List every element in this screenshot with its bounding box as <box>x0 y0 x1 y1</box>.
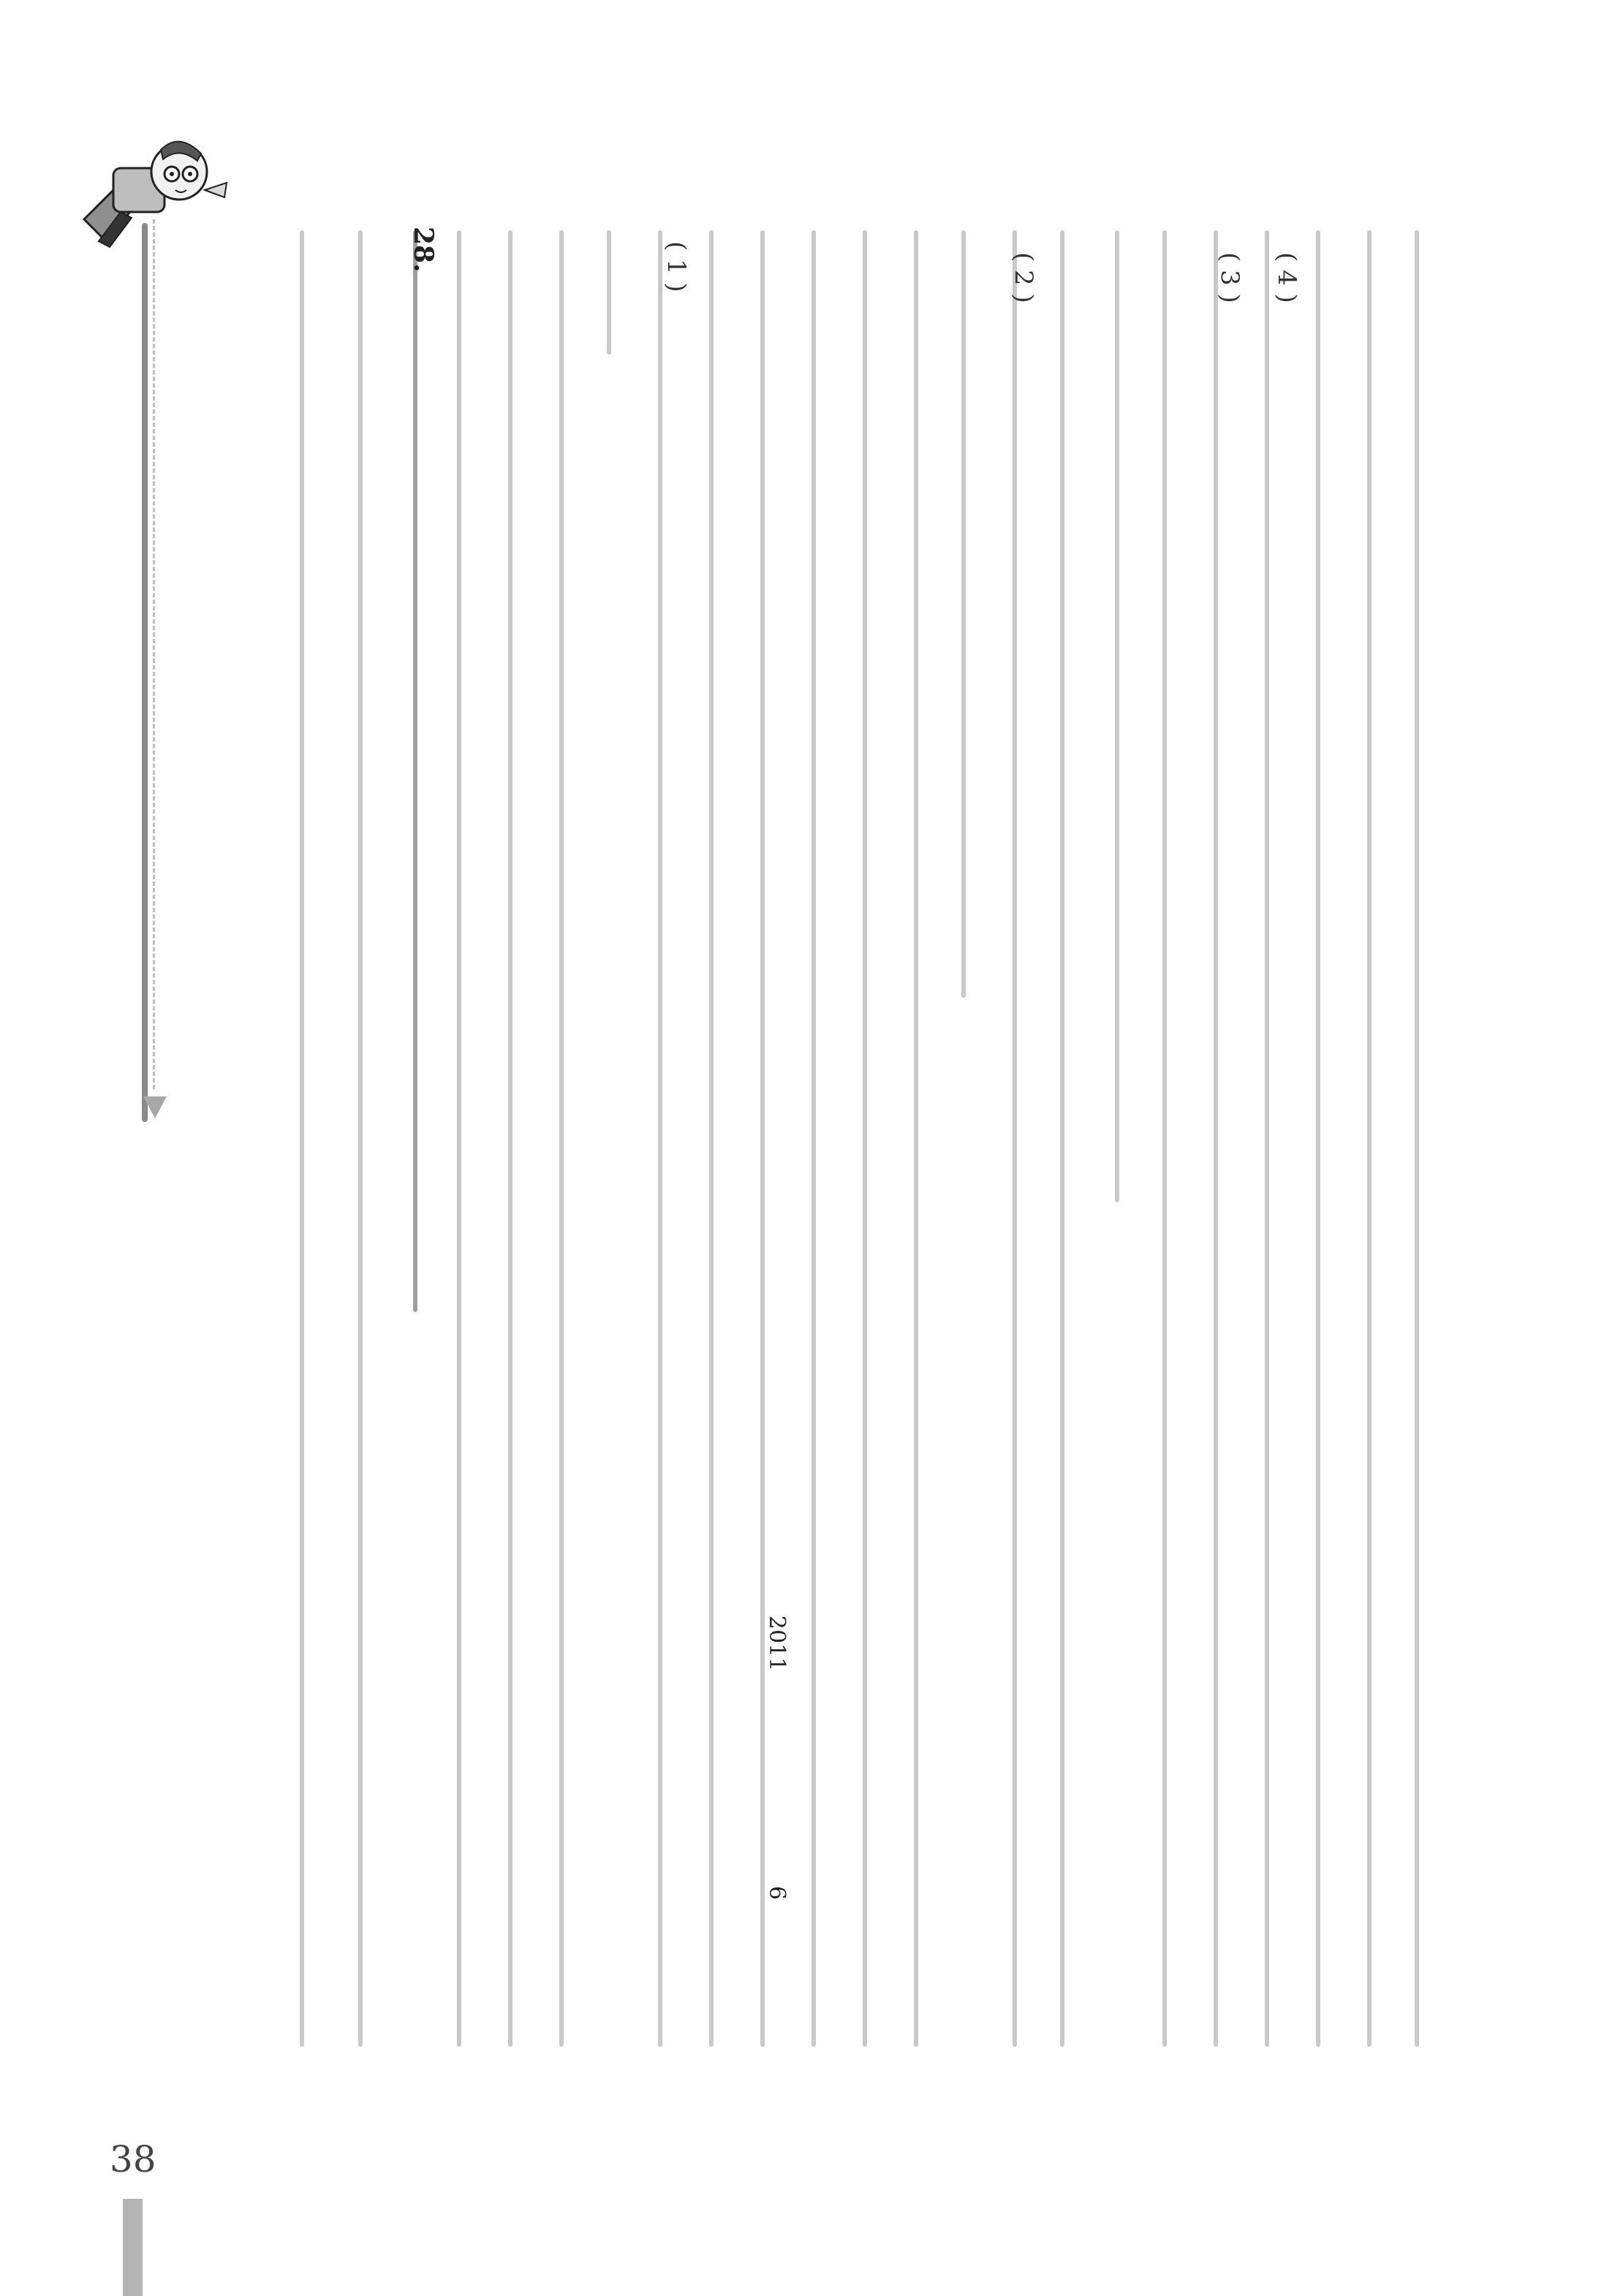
text-column-4 <box>457 230 461 2047</box>
header-title-column <box>142 223 148 1122</box>
text-column-5 <box>508 230 512 2047</box>
year-number: 2011 <box>764 1615 790 1672</box>
text-column-1 <box>300 230 304 2047</box>
page-edge-tab <box>123 2199 143 2296</box>
text-column-9 <box>709 230 714 2047</box>
header-arrow-icon <box>143 1096 167 1118</box>
text-column-19 <box>1214 230 1218 2047</box>
text-column-2 <box>358 230 363 2047</box>
text-column-13 <box>914 230 918 2047</box>
header-dashed-line <box>153 219 155 1089</box>
text-column-14 <box>961 230 966 998</box>
text-column-12 <box>863 230 867 2047</box>
text-column-15 <box>1013 230 1017 2047</box>
list-marker-3: ( 3 ) <box>1215 252 1244 303</box>
list-marker-1: ( 1 ) <box>662 241 691 292</box>
list-marker-2: ( 2 ) <box>1009 252 1038 303</box>
text-column-23 <box>1415 230 1419 2047</box>
text-column-16 <box>1060 230 1064 2047</box>
text-column-18 <box>1162 230 1167 2047</box>
text-column-7 <box>607 230 611 355</box>
text-column-11 <box>812 230 816 2047</box>
page-number: 38 <box>110 2138 156 2181</box>
text-column-3 <box>413 230 417 1312</box>
text-column-20 <box>1265 230 1269 2047</box>
text-column-22 <box>1367 230 1372 2047</box>
text-column-21 <box>1316 230 1320 2047</box>
text-column-6 <box>559 230 564 2047</box>
question-number: 28. <box>408 227 439 273</box>
text-column-10 <box>760 230 765 2047</box>
list-marker-4: ( 4 ) <box>1272 252 1301 303</box>
text-column-8 <box>658 230 662 2047</box>
text-column-17 <box>1115 230 1119 1202</box>
day-number: 6 <box>764 1886 790 1901</box>
